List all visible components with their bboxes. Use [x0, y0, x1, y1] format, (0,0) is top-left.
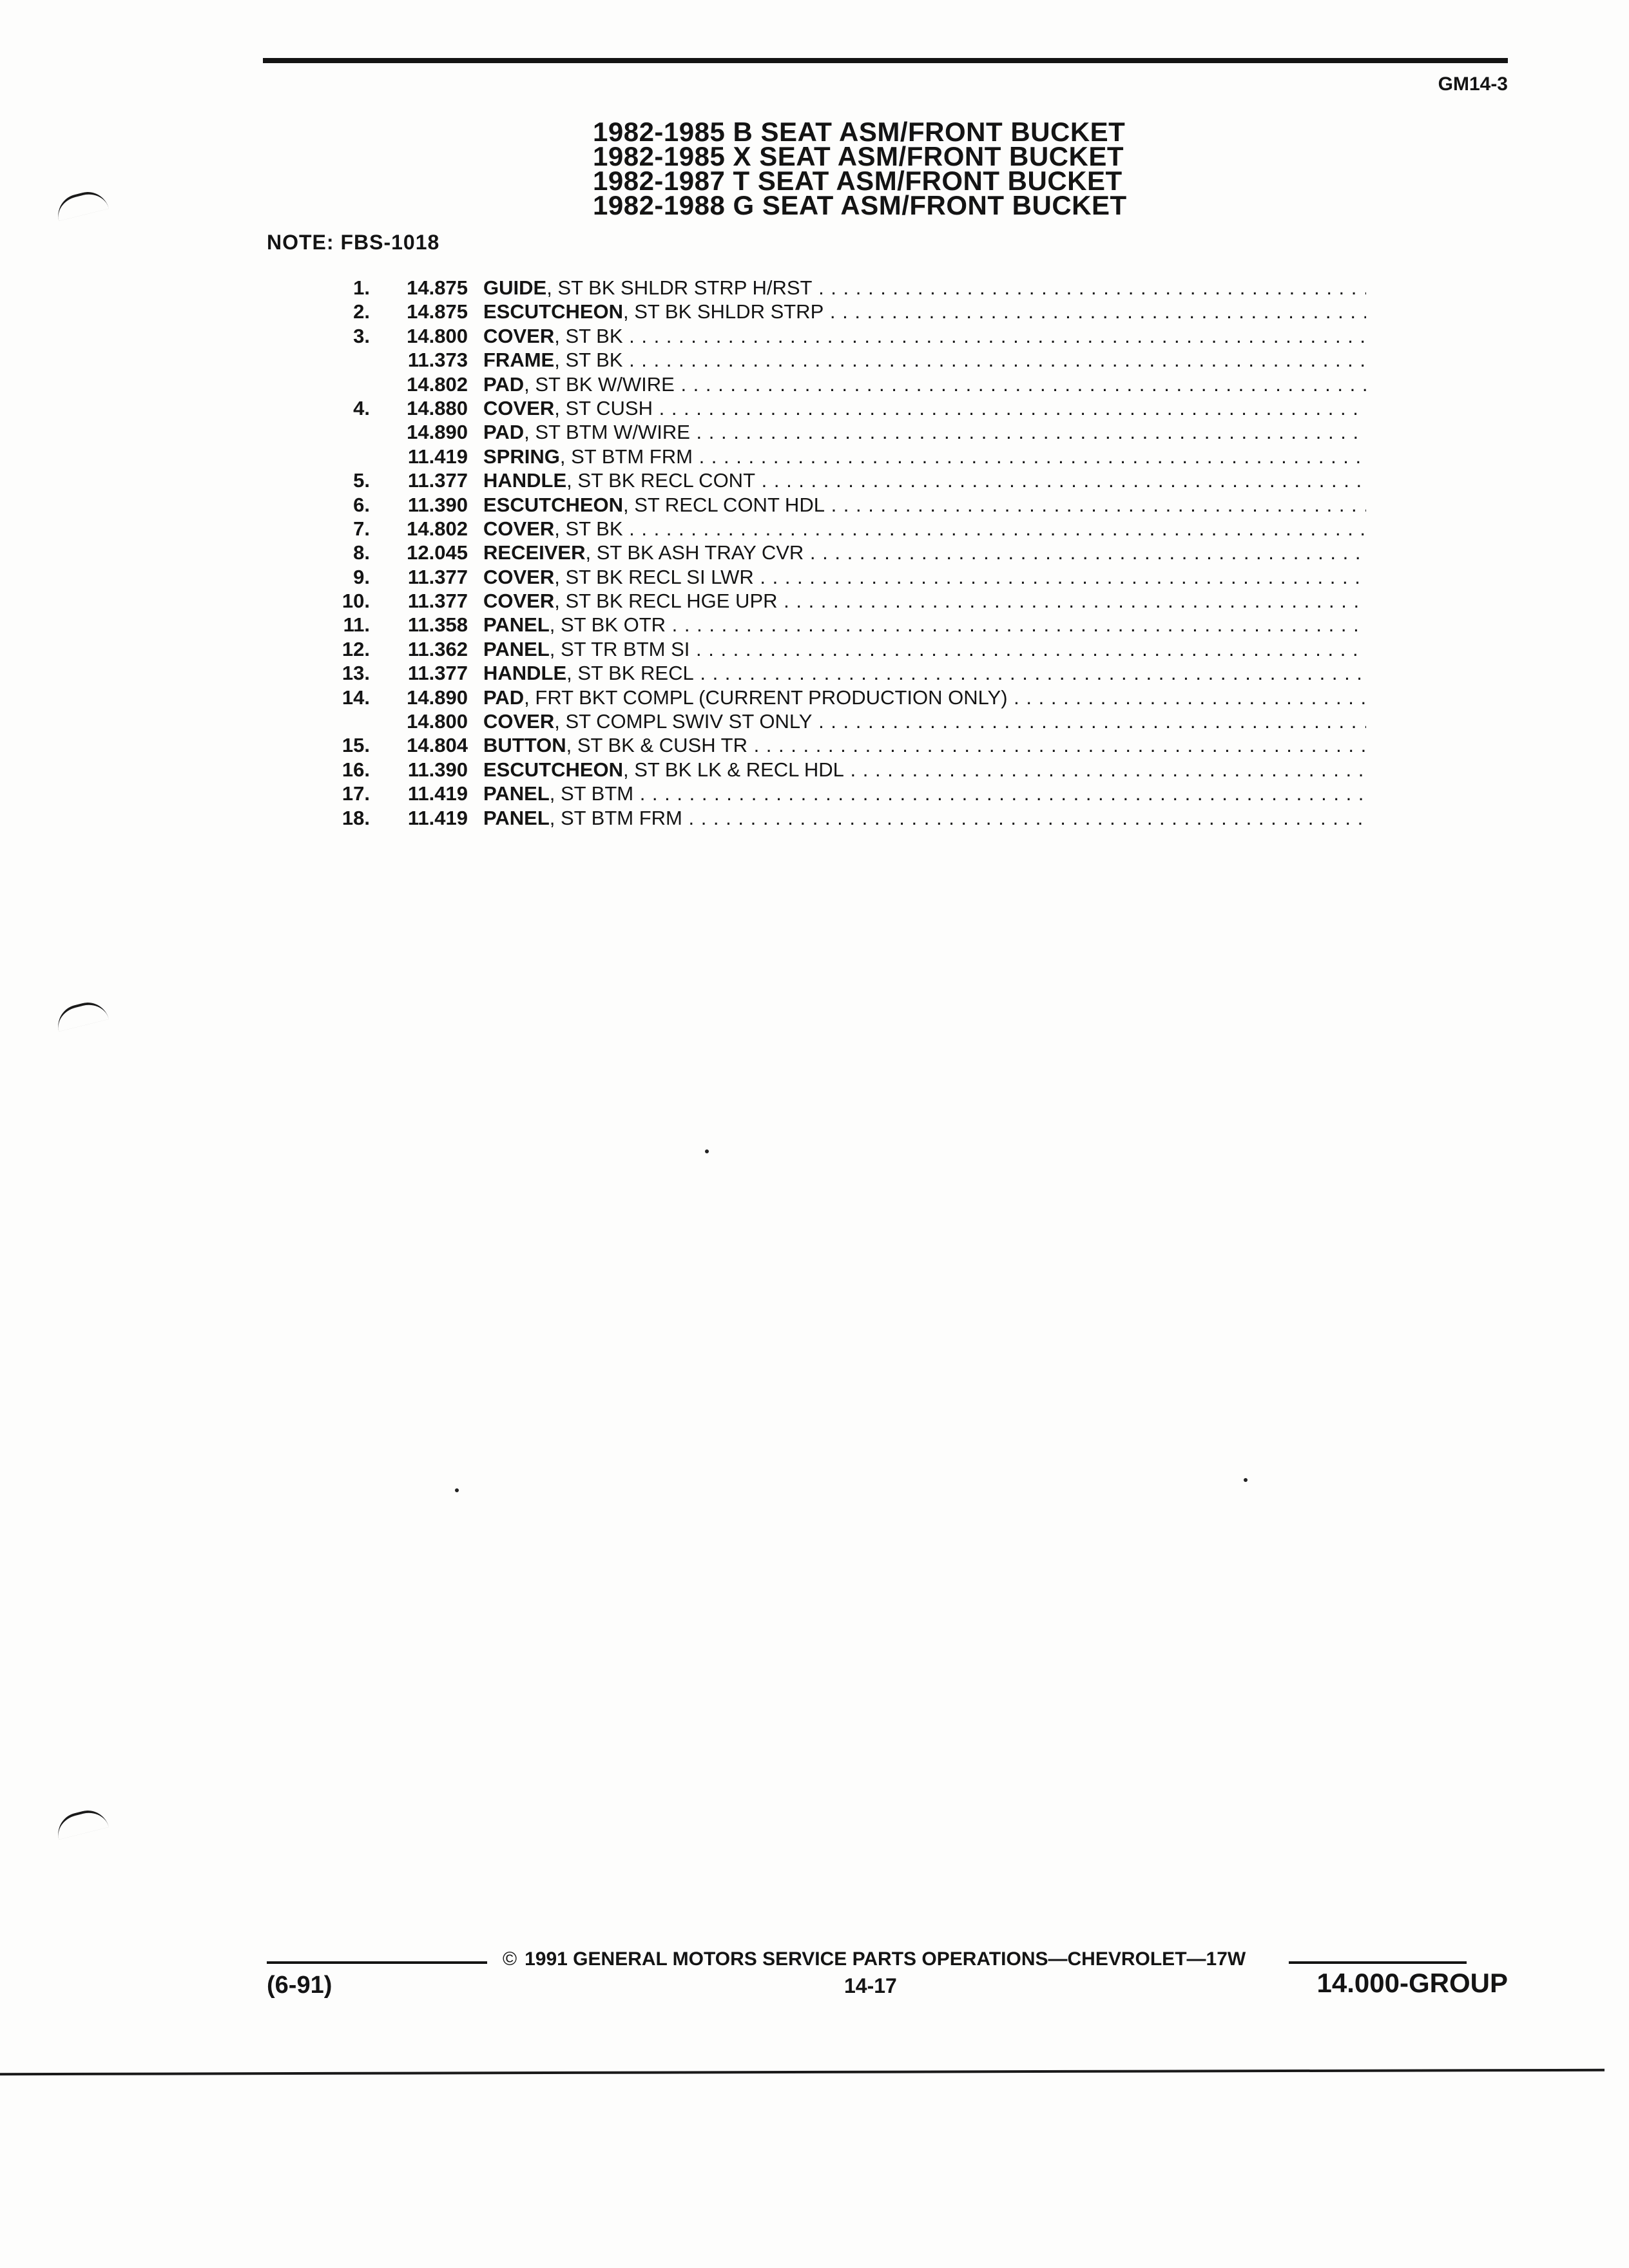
part-detail: , FRT BKT COMPL (CURRENT PRODUCTION ONLY): [524, 686, 1008, 709]
part-group-code: 11.377: [407, 662, 468, 685]
part-row: [322, 324, 1366, 348]
part-row: [322, 300, 1366, 323]
part-detail: , ST BK: [554, 349, 623, 372]
part-detail: , ST BK RECL: [566, 662, 694, 685]
part-detail: , ST BK RECL SI LWR: [554, 565, 754, 588]
part-row: [322, 733, 1366, 757]
part-detail: , ST RECL CONT HDL: [623, 493, 825, 516]
part-index: 14.: [342, 686, 370, 709]
part-index: 12.: [342, 637, 370, 660]
scan-speck: [455, 1488, 459, 1492]
part-index: 11.: [343, 613, 370, 637]
section-title: 1982-1987 T SEAT ASM/FRONT BUCKET: [593, 166, 1123, 196]
part-name: ESCUTCHEON: [483, 493, 624, 516]
part-row: [322, 782, 1366, 805]
part-description: [483, 300, 1366, 323]
part-row: [322, 420, 1366, 444]
part-name: COVER: [483, 590, 555, 613]
part-index: 13.: [342, 662, 370, 685]
part-name: PANEL: [483, 637, 550, 660]
part-index: 2.: [353, 300, 370, 323]
part-group-code: 11.362: [407, 637, 468, 660]
part-detail: , ST BTM FRM: [559, 445, 693, 468]
part-group-code: 14.890: [407, 686, 468, 709]
part-group-code: 12.045: [407, 541, 468, 564]
part-row: [322, 517, 1366, 541]
part-detail: , ST COMPL SWIV ST ONLY: [554, 710, 813, 733]
part-row: [322, 348, 1366, 372]
part-row: [322, 445, 1366, 468]
part-index: 16.: [342, 758, 370, 781]
part-detail: , ST BK RECL HGE UPR: [554, 590, 778, 613]
note: [267, 231, 439, 255]
part-name: COVER: [483, 565, 555, 588]
part-group-code: 11.390: [407, 493, 468, 516]
part-description: [483, 637, 1366, 661]
part-group-code: 11.419: [407, 806, 468, 829]
part-description: [483, 493, 1366, 517]
part-row: [322, 372, 1366, 396]
part-group-code: 11.377: [407, 469, 468, 492]
part-description: [483, 782, 1366, 805]
part-description: [483, 565, 1366, 589]
note-label: NOTE:: [267, 231, 334, 254]
group-label: 14.000-GROUP: [1316, 1968, 1508, 1998]
part-row: [322, 637, 1366, 661]
part-group-code: 14.804: [407, 734, 468, 757]
part-group-code: 14.800: [407, 324, 468, 347]
copyright-symbol: ©: [503, 1948, 517, 1970]
part-name: RECEIVER: [483, 541, 586, 564]
part-name: COVER: [483, 396, 555, 419]
part-index: 15.: [342, 734, 370, 757]
part-group-code: 14.875: [407, 276, 468, 299]
part-index: 18.: [342, 806, 370, 829]
part-name: COVER: [483, 710, 555, 733]
part-row: [322, 806, 1366, 830]
punch-hole-mark: [53, 187, 109, 221]
part-detail: , ST BK: [554, 324, 623, 347]
footer-rule: [1289, 1961, 1467, 1964]
part-description: [483, 709, 1366, 733]
punch-hole-mark: [53, 1806, 109, 1840]
part-index: 9.: [353, 565, 370, 588]
part-group-code: 11.373: [407, 349, 468, 372]
part-row: [322, 686, 1366, 709]
part-group-code: 14.802: [407, 372, 468, 396]
part-detail: , ST BK LK & RECL HDL: [623, 758, 844, 781]
parts-list: [322, 276, 1366, 830]
part-description: [483, 324, 1366, 348]
part-description: [483, 686, 1366, 709]
part-group-code: 11.419: [407, 445, 468, 468]
part-row: [322, 758, 1366, 782]
part-detail: , ST BK: [554, 517, 623, 540]
part-name: SPRING: [483, 445, 560, 468]
part-row: [322, 589, 1366, 613]
part-name: COVER: [483, 324, 555, 347]
part-detail: , ST BK & CUSH TR: [566, 734, 747, 757]
part-detail: , ST BK SHLDR STRP H/RST: [546, 276, 813, 299]
part-name: PANEL: [483, 782, 550, 805]
part-group-code: 11.377: [407, 590, 468, 613]
part-group-code: 11.390: [407, 758, 468, 781]
part-row: [322, 613, 1366, 637]
part-name: PANEL: [483, 613, 550, 637]
part-name: PANEL: [483, 806, 550, 829]
part-description: [483, 420, 1366, 444]
part-description: [483, 396, 1366, 420]
part-description: [483, 348, 1366, 372]
part-detail: , ST BK RECL CONT: [566, 469, 756, 492]
part-group-code: 11.419: [407, 782, 468, 805]
part-name: BUTTON: [483, 734, 566, 757]
part-detail: , ST BTM: [549, 782, 634, 805]
part-name: HANDLE: [483, 662, 567, 685]
part-name: PAD: [483, 421, 525, 444]
part-index: 6.: [353, 493, 370, 516]
section-title: 1982-1985 X SEAT ASM/FRONT BUCKET: [593, 141, 1124, 171]
part-name: GUIDE: [483, 276, 547, 299]
part-group-code: 14.800: [407, 710, 468, 733]
part-name: FRAME: [483, 349, 555, 372]
part-index: 8.: [353, 541, 370, 564]
part-description: [483, 468, 1366, 492]
part-index: 1.: [353, 276, 370, 299]
part-group-code: 14.890: [407, 421, 468, 444]
copyright-line: [503, 1948, 1246, 1970]
part-index: 5.: [353, 469, 370, 492]
page-number: 14-17: [844, 1974, 897, 1997]
part-description: [483, 613, 1366, 637]
part-description: [483, 445, 1366, 468]
part-description: [483, 276, 1366, 300]
part-group-code: 14.875: [407, 300, 468, 323]
part-row: [322, 661, 1366, 685]
part-detail: , ST CUSH: [554, 396, 653, 419]
scan-speck: [1244, 1478, 1248, 1482]
part-description: [483, 541, 1366, 564]
part-detail: , ST BK SHLDR STRP: [623, 300, 824, 323]
part-name: PAD: [483, 372, 525, 396]
part-name: COVER: [483, 517, 555, 540]
scan-speck: [705, 1149, 709, 1153]
part-row: [322, 565, 1366, 589]
part-row: [322, 276, 1366, 300]
part-group-code: 11.377: [407, 565, 468, 588]
header-rule: [263, 58, 1508, 63]
footer-rule: [267, 1961, 487, 1964]
part-row: [322, 541, 1366, 564]
part-index: 17.: [342, 782, 370, 805]
part-description: [483, 758, 1366, 782]
part-detail: , ST BTM W/WIRE: [524, 421, 690, 444]
page-code: GM14-3: [1438, 73, 1508, 95]
part-index: 10.: [342, 590, 370, 613]
punch-hole-mark: [53, 998, 109, 1032]
part-row: [322, 709, 1366, 733]
part-detail: , ST BK W/WIRE: [524, 372, 675, 396]
part-name: ESCUTCHEON: [483, 300, 624, 323]
part-name: PAD: [483, 686, 525, 709]
section-title: 1982-1985 B SEAT ASM/FRONT BUCKET: [593, 117, 1126, 147]
part-detail: , ST TR BTM SI: [549, 637, 690, 660]
part-description: [483, 733, 1366, 757]
part-description: [483, 589, 1366, 613]
part-detail: , ST BK ASH TRAY CVR: [585, 541, 804, 564]
part-row: [322, 468, 1366, 492]
part-index: 7.: [353, 517, 370, 540]
part-group-code: 11.358: [407, 613, 468, 637]
part-detail: , ST BK OTR: [549, 613, 666, 637]
part-description: [483, 661, 1366, 685]
part-group-code: 14.880: [407, 396, 468, 419]
copyright-text: 1991 GENERAL MOTORS SERVICE PARTS OPERATIONS—CHEVROLET—17W: [525, 1948, 1246, 1970]
part-row: [322, 396, 1366, 420]
section-title: 1982-1988 G SEAT ASM/FRONT BUCKET: [593, 190, 1127, 220]
section-titles: [593, 117, 1127, 220]
part-name: ESCUTCHEON: [483, 758, 624, 781]
part-row: [322, 493, 1366, 517]
edition-date: (6-91): [267, 1972, 333, 1999]
part-index: 3.: [353, 324, 370, 347]
part-group-code: 14.802: [407, 517, 468, 540]
note-value: FBS-1018: [340, 231, 440, 254]
part-description: [483, 372, 1366, 396]
part-detail: , ST BTM FRM: [549, 806, 682, 829]
part-description: [483, 517, 1366, 541]
part-name: HANDLE: [483, 469, 567, 492]
page-edge: [0, 2069, 1605, 2076]
part-index: 4.: [353, 396, 370, 419]
part-description: [483, 806, 1366, 830]
